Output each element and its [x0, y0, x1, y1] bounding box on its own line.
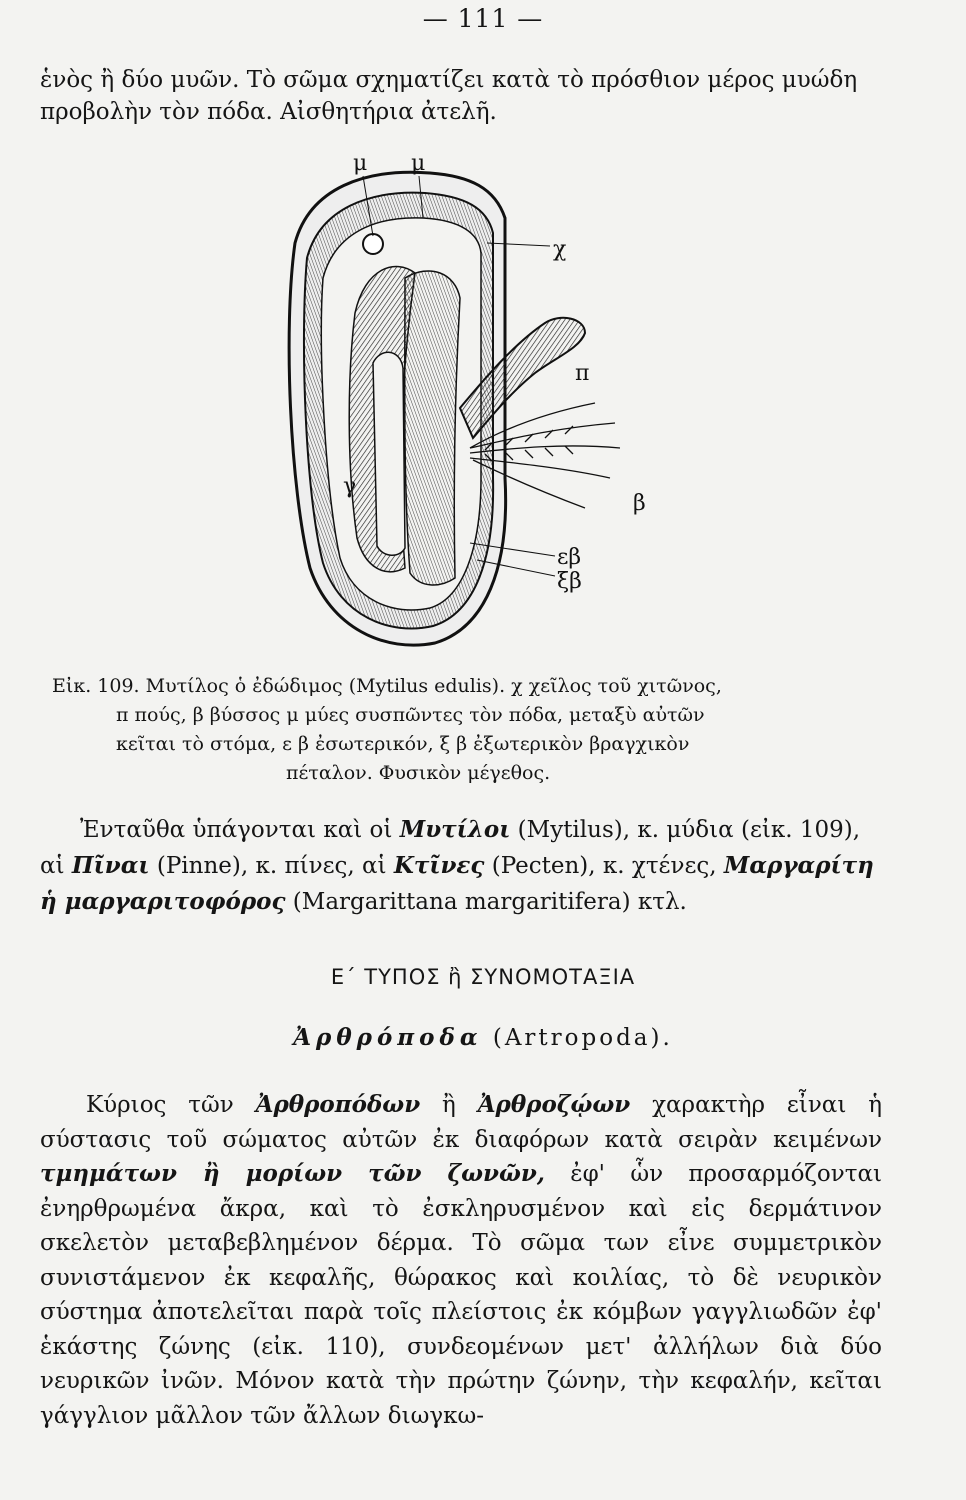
outer-gill	[405, 271, 460, 585]
text-run: ἐφ' ὧν προσαρμόζονται ἐνηρθρωμένα ἄκρα, καὶ τὸ ἐσκληρυσμένον καὶ εἰς δερμάτινον σκελετὸν μεταβεβλημένον δέρμα. Τὸ σῶμα των εἶνε συμμετρικὸν συνιστάμενον ἐκ κεφαλῆς, θώρακος καὶ κοιλίας, τὸ δὲ νευρικὸν σύστημα ἀποτελεῖται παρὰ τοῖς πλείστοις ἐκ κόμβων γαγγλιωδῶν ἐφ' ἑκάστης ζώνης (εἰκ. 110), συνδεομένων μετ' ἀλλήλων διὰ δύο νευρικῶν ἰνῶν. Μόνον κατὰ τὴν πρώτην ζώνην, τὴν κεφαλήν, κεῖται γάγγλιον μᾶλλον τῶν ἄλλων διωγκω-	[40, 1161, 882, 1429]
term-mytiloi: Μυτίλοι	[399, 816, 511, 843]
term-arthropoda: Ἀρθροπόδων	[255, 1091, 421, 1118]
term-arthrozoa: Ἀρθροζῴων	[477, 1091, 631, 1118]
muscle-spot	[363, 234, 383, 254]
subheading-latin: (Artropoda).	[492, 1025, 673, 1051]
term-margariti: Μαργαρίτη ἡ μαργαριτοφόρος	[40, 852, 874, 915]
label-pi: π	[575, 361, 590, 386]
text-run: Κύριος τῶν	[86, 1092, 256, 1118]
label-xi-beta: ξβ	[557, 569, 582, 594]
intro-paragraph: ἑνὸς ἢ δύο μυῶν. Τὸ σῶμα σχηματίζει κατὰ τὸ πρόσθιον μέρος μυώδη προβολὴν τὸν πόδα. Αἰσθητήρια ἀτελῆ.	[40, 67, 858, 125]
term-pinai: Πῖναι	[71, 852, 150, 879]
text-run: χαρακτὴρ εἶναι ἡ σύστασις τοῦ σώματος αὐτῶν ἐκ διαφόρων κατὰ σειρὰν κειμένων	[40, 1092, 883, 1153]
label-gamma: γ	[343, 474, 357, 499]
caption-line: π πούς, β βύσσος μ μύες συσπῶντες τὸν πόδα, μεταξὺ αὐτῶν	[116, 704, 705, 726]
caption-line: Εἰκ. 109. Μυτίλος ὁ ἐδώδιμος (Mytilus edulis). χ χεῖλος τοῦ χιτῶνος,	[52, 675, 722, 697]
text-run: ἢ	[420, 1092, 478, 1118]
section-subheading	[0, 1024, 966, 1051]
figure-caption	[40, 672, 882, 788]
term-ktenes: Κτῖνες	[393, 852, 485, 879]
label-chi: χ	[553, 237, 567, 262]
label-mu-2: μ	[411, 151, 426, 176]
text-run: (Pecten), κ. χτένες,	[484, 853, 724, 879]
text-run: (Mytilus), κ. μύδια (εἰκ. 109), αἱ	[40, 817, 861, 879]
subheading-greek: Ἀρθρόποδα	[293, 1024, 483, 1051]
caption-line: πέταλον. Φυσικὸν μέγεθος.	[286, 762, 551, 784]
label-epsilon-beta: εβ	[557, 545, 582, 570]
genera-paragraph	[40, 812, 882, 920]
page-number: — 111 —	[422, 4, 544, 33]
arthropoda-paragraph	[40, 1088, 882, 1433]
section-heading: Ε΄ ΤΥΠΟΣ ἢ ΣΥΝΟΜΟΤΑΞΙΑ	[330, 965, 636, 989]
label-beta: β	[633, 491, 646, 516]
label-mu-1: μ	[353, 151, 368, 176]
text-run: Ἐνταῦθα ὑπάγονται καὶ οἱ	[80, 817, 400, 843]
text-run: (Margarittana margaritifera) κτλ.	[285, 889, 687, 915]
mussel-illustration	[255, 148, 655, 668]
text-run: (Pinne), κ. πίνες, αἱ	[149, 853, 394, 879]
term-segments: τμημάτων ἢ μορίων τῶν ζωνῶν,	[40, 1160, 545, 1187]
caption-line: κεῖται τὸ στόμα, ε β ἐσωτερικόν, ξ β ἐξωτερικὸν βραγχικὸν	[116, 733, 690, 755]
